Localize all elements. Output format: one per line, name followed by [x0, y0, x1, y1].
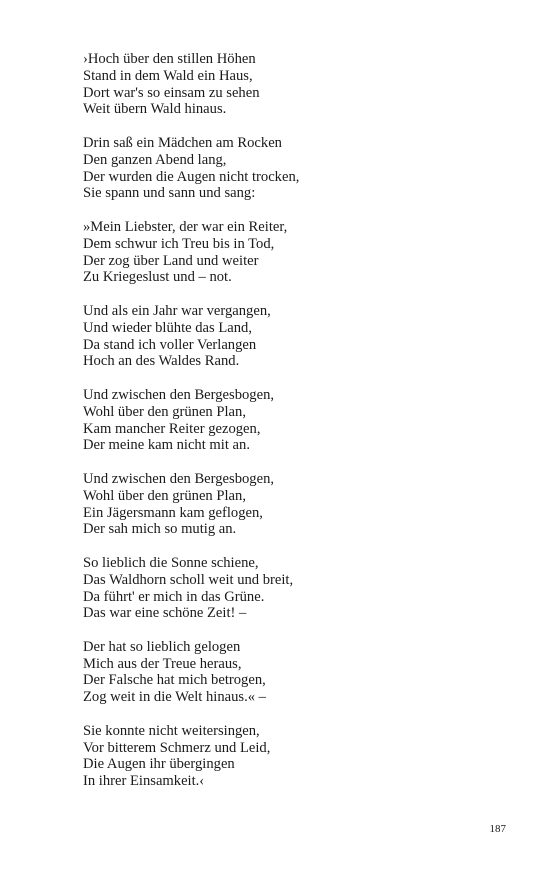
stanza — [83, 303, 523, 370]
poem-line: Und zwischen den Bergesbogen, — [83, 470, 275, 487]
poem-line: Der hat so lieblich gelogen — [83, 638, 241, 655]
poem-line: Der meine kam nicht mit an. — [83, 437, 250, 454]
poem-line: Der wurden die Augen nicht trocken, — [83, 168, 300, 185]
poem-line: Und wieder blühte das Land, — [83, 319, 252, 336]
stanza — [83, 387, 523, 454]
poem-line: Zu Kriegeslust und – not. — [83, 269, 232, 286]
poem-line: Hoch an des Waldes Rand. — [83, 353, 240, 370]
poem-line: Vor bitterem Schmerz und Leid, — [83, 739, 271, 756]
poem-line: ›Hoch über den stillen Höhen — [83, 51, 256, 67]
poem-line: Und als ein Jahr war vergangen, — [83, 302, 271, 319]
poem-line: Weit übern Wald hinaus. — [83, 101, 227, 118]
stanza — [83, 51, 523, 118]
stanza — [83, 471, 523, 538]
poem-line: Dem schwur ich Treu bis in Tod, — [83, 235, 275, 252]
poem-line: Das war eine schöne Zeit! – — [83, 605, 247, 622]
poem-line: Wohl über den grünen Plan, — [83, 487, 246, 504]
poem-line: Dort war's so einsam zu sehen — [83, 84, 260, 101]
poem-line: In ihrer Einsamkeit.‹ — [83, 773, 205, 790]
poem-line: Mich aus der Treue heraus, — [83, 655, 242, 672]
poem-body — [83, 51, 523, 807]
page-number: 187 — [489, 823, 506, 835]
poem-line: Kam mancher Reiter gezogen, — [83, 420, 261, 437]
stanza — [83, 219, 523, 286]
poem-line: Da führt' er mich in das Grüne. — [83, 588, 265, 605]
poem-line: Und zwischen den Bergesbogen, — [83, 386, 275, 403]
poem-line: Der Falsche hat mich betrogen, — [83, 672, 266, 689]
poem-line: Das Waldhorn scholl weit und breit, — [83, 571, 294, 588]
stanza — [83, 639, 523, 706]
stanza — [83, 723, 523, 790]
poem-line: Sie spann und sann und sang: — [83, 185, 256, 202]
poem-line: Stand in dem Wald ein Haus, — [83, 67, 253, 84]
poem-line: Wohl über den grünen Plan, — [83, 403, 246, 420]
poem-line: Da stand ich voller Verlangen — [83, 336, 257, 353]
poem-line: Ein Jägersmann kam geflogen, — [83, 504, 263, 521]
poem-line: Zog weit in die Welt hinaus.« – — [83, 689, 266, 706]
poem-line: Den ganzen Abend lang, — [83, 151, 227, 168]
stanza — [83, 555, 523, 622]
poem-line: Die Augen ihr übergingen — [83, 756, 235, 773]
poem-line: Sie konnte nicht weitersingen, — [83, 722, 260, 739]
poem-line: Der zog über Land und weiter — [83, 252, 259, 269]
poem-line: So lieblich die Sonne schiene, — [83, 554, 259, 571]
poem-line: Drin saß ein Mädchen am Rocken — [83, 134, 282, 151]
poem-line: »Mein Liebster, der war ein Reiter, — [83, 218, 288, 235]
stanza — [83, 135, 523, 202]
poem-line: Der sah mich so mutig an. — [83, 521, 237, 538]
